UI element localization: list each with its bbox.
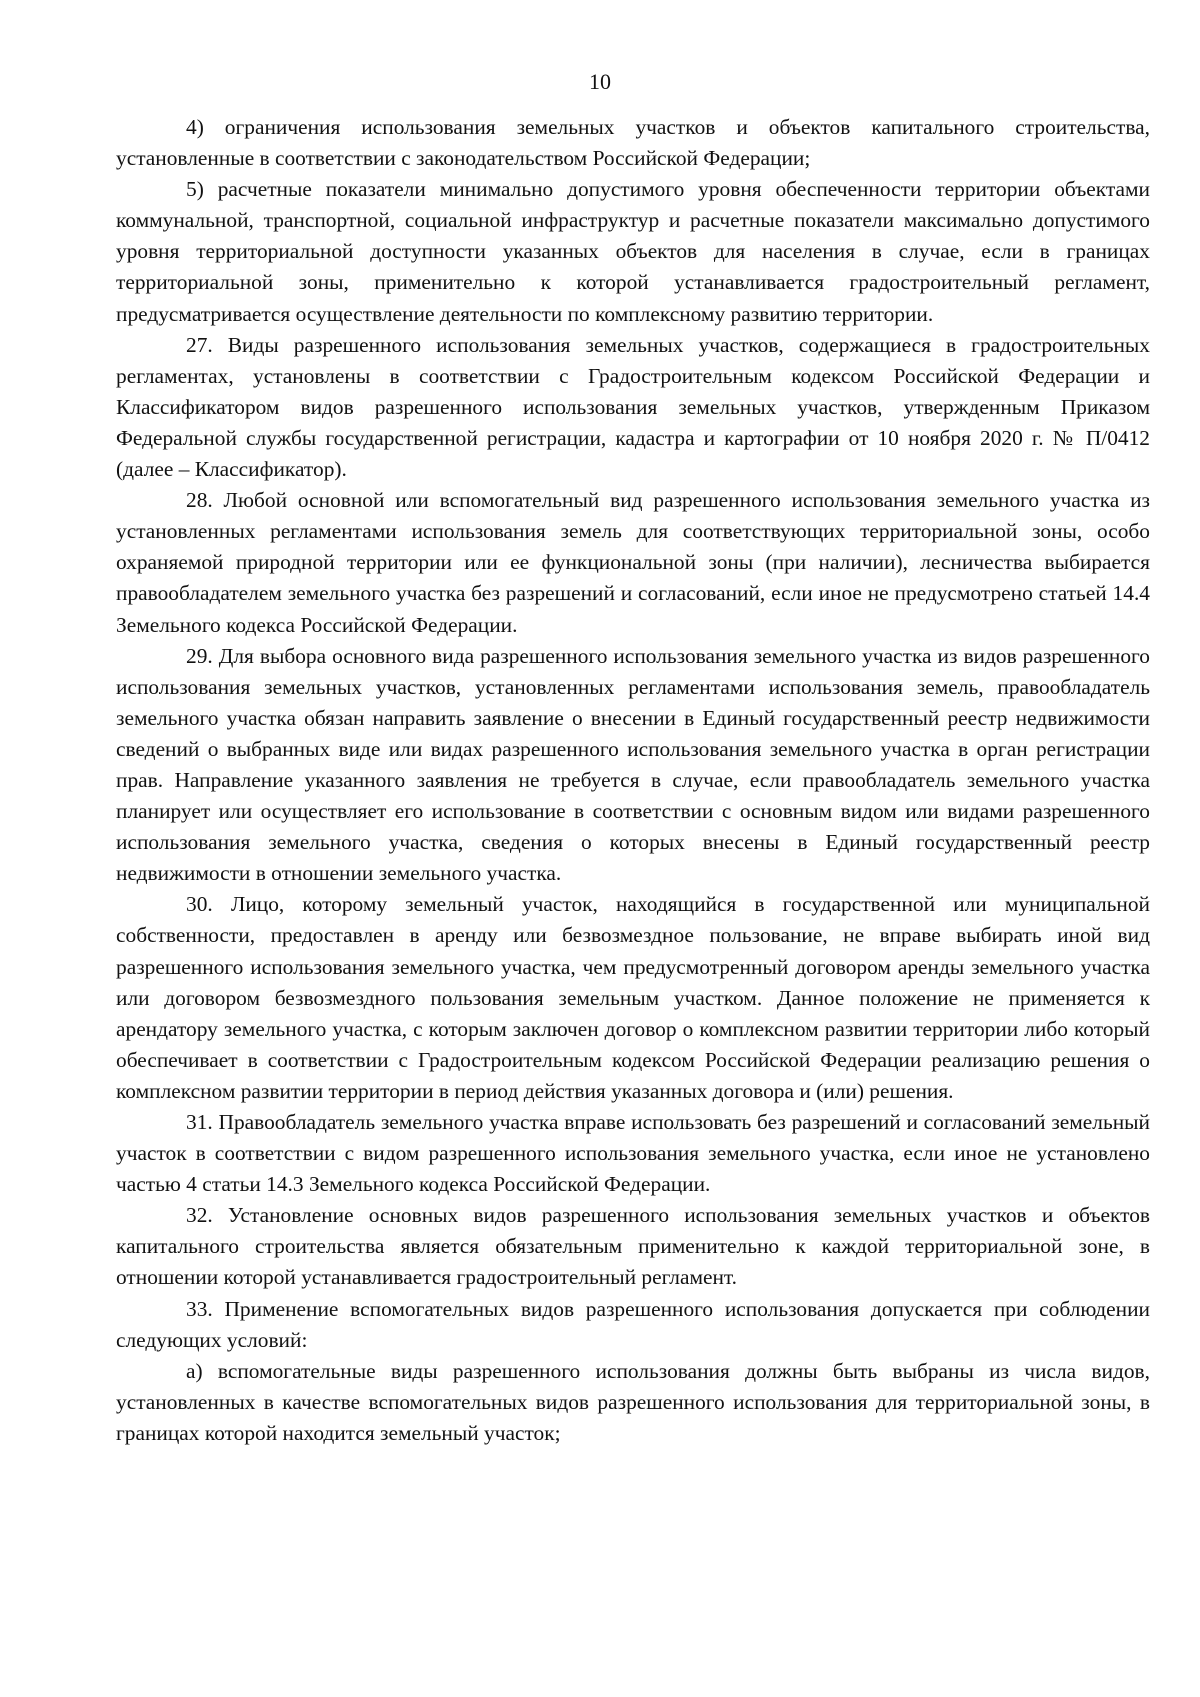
- paragraph-32: 32. Установление основных видов разрешенного использования земельных участков и объектов капитального строительства является обязательным применительно к каждой территориальной зоне, в отношении которой устанавливается градостроительный регламент.: [116, 1203, 1150, 1290]
- paragraph-29: 29. Для выбора основного вида разрешенного использования земельного участка из видов разрешенного использования земельных участков, установленных регламентами использования земель, правообладатель земельного участка обязан направить заявление о внесении в Единый государственный реестр недвижимости сведений о выбранных виде или видах разрешенного использования земельного участка в орган регистрации прав. Направление указанного заявления не требуется в случае, если правообладатель земельного участка планирует или осуществляет его использование в соответствии с основным видом или видами разрешенного использования земельного участка, сведения о которых внесены в Единый государственный реестр недвижимости в отношении земельного участка.: [116, 643, 1150, 886]
- page-number: 10: [589, 69, 611, 94]
- paragraph-item-4: 4) ограничения использования земельных участков и объектов капитального строительства, установленные в соответствии с законодательством Российской Федерации;: [116, 115, 1150, 171]
- paragraph-27: 27. Виды разрешенного использования земельных участков, содержащиеся в градостроительных регламентах, установлены в соответствии с Градостроительным кодексом Российской Федерации и Классификатором видов разрешенного использования земельных участков, утвержденным Приказом Федеральной службы государственной регистрации, кадастра и картографии от 10 ноября 2020 г. № П/0412 (далее – Классификатор).: [116, 332, 1150, 482]
- paragraph-33: 33. Применение вспомогательных видов разрешенного использования допускается при соблюдении следующих условий:: [116, 1296, 1150, 1352]
- paragraph-30: 30. Лицо, которому земельный участок, находящийся в государственной или муниципальной собственности, предоставлен в аренду или безвозмездное пользование, не вправе выбирать иной вид разрешенного использования земельного участка, чем предусмотренный договором аренды земельного участка или договором безвозмездного пользования земельным участком. Данное положение не применяется к арендатору земельного участка, с которым заключен договор о комплексном развитии территории либо который обеспечивает в соответствии с Градостроительным кодексом Российской Федерации реализацию решения о комплексном развитии территории в период действия указанных договора и (или) решения.: [116, 892, 1150, 1103]
- paragraph-31: 31. Правообладатель земельного участка вправе использовать без разрешений и согласований земельный участок в соответствии с видом разрешенного использования земельного участка, если иное не установлено частью 4 статьи 14.3 Земельного кодекса Российской Федерации.: [116, 1110, 1150, 1197]
- paragraph-item-5: 5) расчетные показатели минимально допустимого уровня обеспеченности территории объектами коммунальной, транспортной, социальной инфраструктур и расчетные показатели максимально допустимого уровня территориальной доступности указанных объектов для населения в случае, если в границах территориальной зоны, применительно к которой устанавливается градостроительный регламент, предусматривается осуществление деятельности по комплексному развитию территории.: [116, 177, 1150, 326]
- paragraph-33-a: а) вспомогательные виды разрешенного использования должны быть выбраны из числа видов, установленных в качестве вспомогательных видов разрешенного использования для территориальной зоны, в границах которой находится земельный участок;: [116, 1358, 1150, 1445]
- document-body: [116, 112, 1150, 1449]
- paragraph-28: 28. Любой основной или вспомогательный вид разрешенного использования земельного участка из установленных регламентами использования земель для соответствующих территориальной зоны, особо охраняемой природной территории или ее функциональной зоны (при наличии), лесничества выбирается правообладателем земельного участка без разрешений и согласований, если иное не предусмотрено статьей 14.4 Земельного кодекса Российской Федерации.: [116, 488, 1150, 637]
